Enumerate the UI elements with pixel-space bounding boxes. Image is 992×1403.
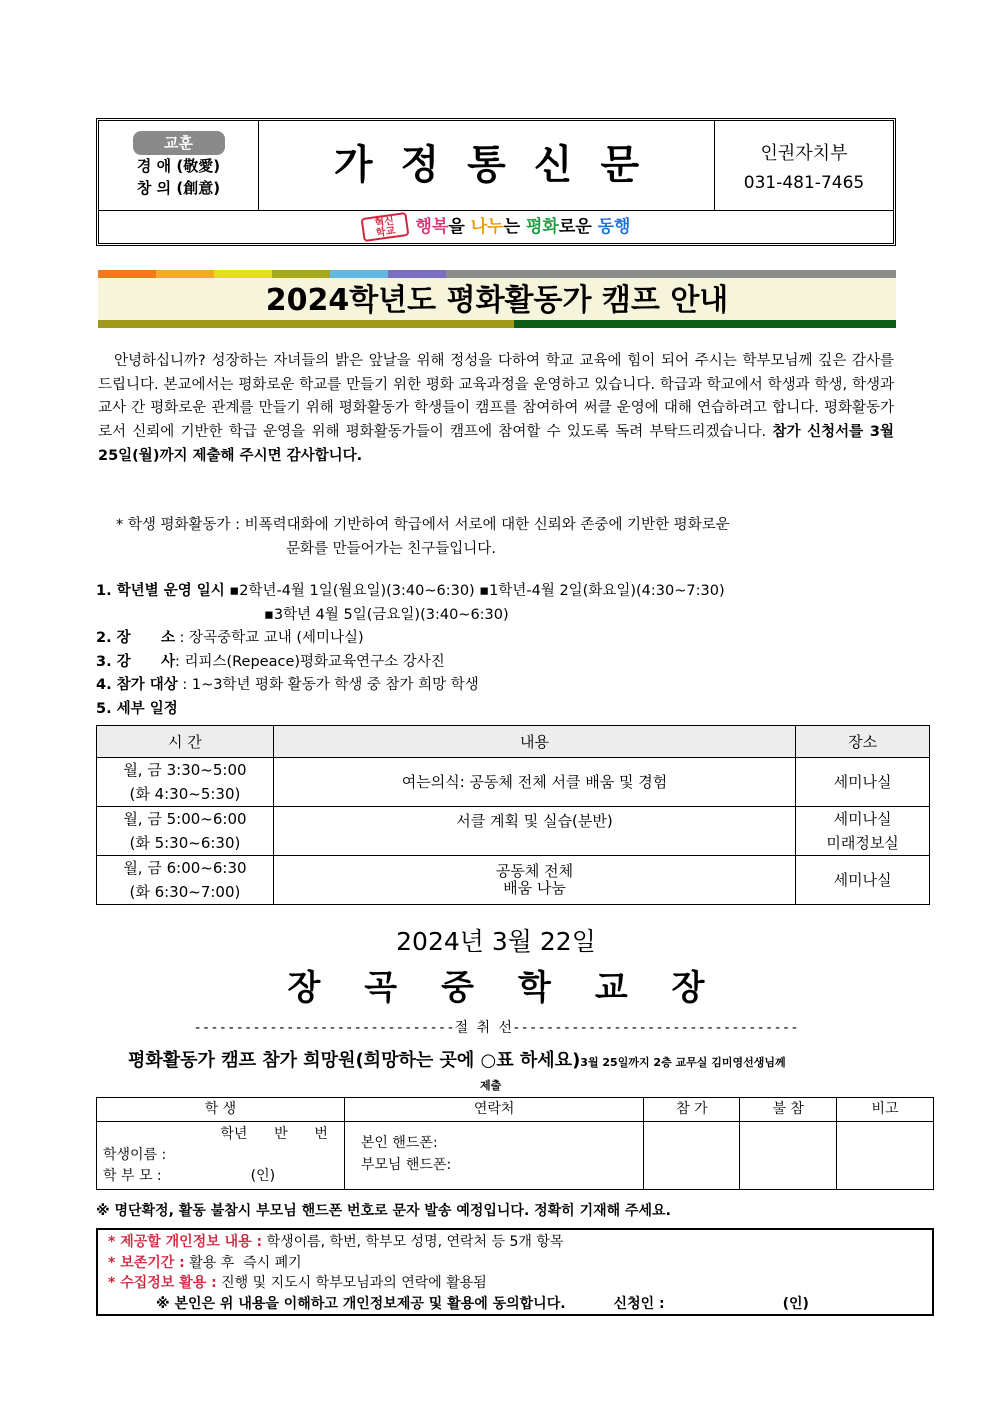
- slogan-word: 행복: [415, 217, 449, 237]
- event-details: [96, 580, 896, 721]
- form-title: 평화활동가 캠프 참가 희망원(희망하는 곳에 ○표 하세요)3월 25일까지 2층 교무실 김미영선생님께: [128, 1050, 786, 1071]
- remarks-field[interactable]: [837, 1122, 934, 1190]
- absent-field[interactable]: [740, 1122, 837, 1190]
- place-cell: 세미나실: [796, 856, 930, 905]
- slogan-word: 평화: [525, 217, 559, 237]
- stripe-segment: [98, 270, 156, 278]
- table-row: [97, 856, 930, 905]
- detail-item: 2. 장 소 : 장곡중학교 교내 (세미나실): [96, 630, 364, 646]
- application-form-table: [96, 1097, 934, 1190]
- issue-date: 2024년 3월 22일: [396, 927, 596, 956]
- intro-deadline: 참가 신청서를 3월 25일(월)까지 제출해 주시면 감사합니다.: [98, 424, 894, 464]
- column-header: 시 간: [97, 726, 274, 758]
- motto-line-2: 창 의 (創意): [136, 179, 221, 197]
- attend-field[interactable]: [644, 1122, 740, 1190]
- column-header: 불 참: [740, 1098, 837, 1122]
- school-slogan: [99, 211, 893, 243]
- notice-title: 2024학년도 평화활동가 캠프 안내: [98, 278, 896, 320]
- column-header: 장소: [796, 726, 930, 758]
- contact-field[interactable]: 본인 핸드폰: 부모님 핸드폰:: [344, 1122, 644, 1190]
- schedule-table: [96, 725, 930, 905]
- stripe-segment: [388, 270, 446, 278]
- sms-warning: ※ 명단확정, 활동 불참시 부모님 핸드폰 번호로 문자 발송 예정입니다. 정확히 기재해 주세요.: [96, 1203, 671, 1219]
- stripe-segment: [514, 320, 896, 328]
- content-cell: 여는의식: 공동체 전체 서클 배움 및 경험: [273, 758, 795, 807]
- consent-statement: ※ 본인은 위 내용을 이해하고 개인정보제공 및 활용에 동의합니다. 신청인 : (인): [156, 1295, 809, 1312]
- detail-item: 1. 학년별 운영 일시 ▪2학년-4월 1일(월요일)(3:40~6:30) ▪1학년-4월 2일(화요일)(4:30~7:30): [96, 583, 725, 599]
- privacy-item: * 제공할 개인정보 내용 : 학생이름, 학번, 학부모 성명, 연락처 등 5개 항목: [108, 1234, 564, 1250]
- detail-item: ▪3학년 4월 5일(금요일)(3:40~6:30): [264, 606, 509, 623]
- detail-item: 3. 강 사: 리피스(Repeace)평화교육연구소 강사진: [96, 653, 445, 670]
- motto-badge: 교훈: [133, 131, 225, 155]
- color-stripe-top: [98, 270, 896, 278]
- motto-line-1: 경 애 (敬愛): [136, 157, 221, 175]
- student-field[interactable]: 학년 반 번 학생이름 : 학 부 모 : (인): [97, 1122, 345, 1190]
- newsletter-header: [96, 118, 896, 246]
- privacy-consent-box: [96, 1228, 934, 1316]
- table-row: [97, 758, 930, 807]
- stripe-segment: [446, 270, 896, 278]
- innovation-school-logo: 혁신 학교: [360, 212, 409, 242]
- column-header: 내용: [273, 726, 795, 758]
- form-entry-row: [97, 1122, 934, 1190]
- stripe-segment: [98, 320, 514, 328]
- slogan-word: 을: [448, 217, 471, 237]
- color-stripe-bottom: [98, 320, 896, 328]
- table-row: [97, 807, 930, 856]
- content-cell: 서클 계획 및 실습(분반): [273, 807, 795, 856]
- table-header-row: [97, 726, 930, 758]
- privacy-item: * 수집정보 활용 : 진행 및 지도시 학부모님과의 연락에 활용됨: [108, 1275, 487, 1291]
- form-submission-note: 3월 25일까지 2층 교무실 김미영선생님께: [580, 1056, 786, 1069]
- seal-mark: (인): [782, 1295, 809, 1312]
- form-header-row: [97, 1098, 934, 1122]
- slogan-word: 동행: [597, 217, 631, 237]
- place-cell: 세미나실: [796, 758, 930, 807]
- form-submission-note-2: 제출: [480, 1079, 502, 1092]
- column-header: 비고: [837, 1098, 934, 1122]
- department-info: [715, 121, 893, 211]
- principal-signature: 장곡중학교장: [287, 968, 749, 1008]
- slogan-word: 나누: [470, 217, 504, 237]
- department-phone: 031-481-7465: [743, 173, 865, 193]
- stripe-segment: [330, 270, 388, 278]
- time-cell: 월, 금 3:30~5:00 (화 4:30~5:30): [97, 758, 274, 807]
- time-cell: 월, 금 6:00~6:30 (화 6:30~7:00): [97, 856, 274, 905]
- peace-activist-note: * 학생 평화활동가 : 비폭력대화에 기반하여 학급에서 서로에 대한 신뢰와 존중에 기반한 평화로운 문화를 만들어가는 친구들입니다.: [116, 517, 730, 557]
- newsletter-title: 가정통신문: [259, 121, 715, 211]
- applicant-label: 신청인 :: [613, 1295, 665, 1312]
- header-top-row: [99, 121, 893, 211]
- content-cell: 공동체 전체 배움 나눔: [273, 856, 795, 905]
- school-motto: [99, 121, 259, 211]
- slogan-word: 로운: [558, 217, 598, 237]
- stripe-segment: [272, 270, 330, 278]
- column-header: 학 생: [97, 1098, 345, 1122]
- privacy-item: * 보존기간 : 활용 후 즉시 폐기: [108, 1254, 302, 1271]
- detail-item: 4. 참가 대상 : 1~3학년 평화 활동가 학생 중 참가 희망 학생: [96, 677, 479, 693]
- detail-item: 5. 세부 일정: [96, 700, 178, 717]
- department-name: 인권자치부: [760, 143, 848, 164]
- stripe-segment: [156, 270, 214, 278]
- intro-paragraph: 안녕하십니까? 성장하는 자녀들의 밝은 앞날을 위해 정성을 다하여 학교 교육에 힘이 되어 주시는 학부모님께 깊은 감사를 드립니다. 본교에서는 평화로운 학교를 만들기 위한 평화 교육과정을 운영하고 있습니다. 학급과 학교에서 학생과 학생, 학생과 교사 간 평화로운 관계를 만들기 위해 평화활동가 학생들이 캠프를 참여하여 써클 운영에 대해 연습하려고 합니다. 평화활동가로서 신뢰에 기반한 학급 운영을 위해 평화활동가들이 캠프에 참여할 수 있도록 독려 부탁드리겠습니다. 참가 신청서를 3월 25일(월)까지 제출해 주시면 감사합니다.: [98, 353, 895, 464]
- column-header: 참 가: [644, 1098, 740, 1122]
- stripe-segment: [214, 270, 272, 278]
- column-header: 연락처: [344, 1098, 644, 1122]
- slogan-word: 는: [503, 217, 526, 237]
- cut-line: -------------------------------절 취 선----------------------------------: [193, 1020, 799, 1036]
- time-cell: 월, 금 5:00~6:00 (화 5:30~6:30): [97, 807, 274, 856]
- place-cell: 세미나실 미래정보실: [796, 807, 930, 856]
